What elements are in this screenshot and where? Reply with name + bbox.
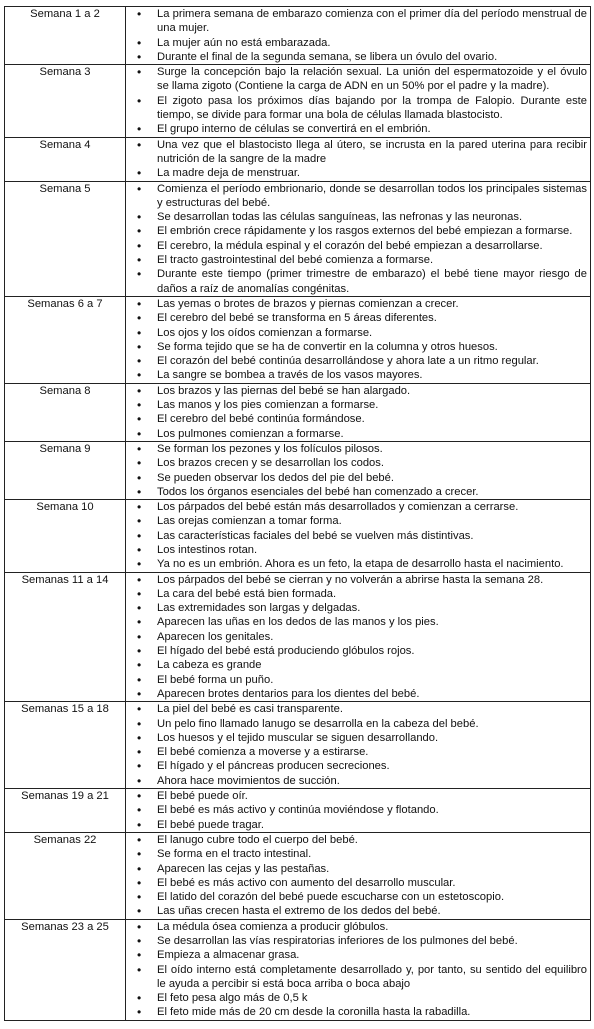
list-item: • Las extremidades son largas y delgadas. [129,601,587,615]
week-items-cell [126,65,591,137]
list-item: • Los intestinos rotan. [129,543,587,557]
list-item: • Durante este tiempo (primer trimestre de embarazo) el bebé tiene mayor riesgo de daños a raíz de anomalías congénitas. [129,267,587,296]
list-item: • Todos los órganos esenciales del bebé han comenzado a crecer. [129,485,587,499]
list-item: • Se pueden observar los dedos del pie del bebé. [129,471,587,485]
week-label: Semanas 11 a 14 [5,572,126,702]
bullet-list [129,833,587,919]
table-row [5,919,591,1020]
list-item: • El oído interno está completamente desarrollado y, por tanto, su sentido del equilibro le ayuda a percibir si está boca arriba o boca abajo [129,963,587,992]
week-items-cell [126,137,591,181]
list-item: • Empieza a almacenar grasa. [129,948,587,962]
table-row [5,181,591,296]
list-item: • El feto mide más de 20 cm desde la coronilla hasta la rabadilla. [129,1005,587,1019]
list-item: • Se forma en el tracto intestinal. [129,847,587,861]
bullet-list [129,182,587,296]
week-label: Semana 8 [5,383,126,441]
list-item: • Ya no es un embrión. Ahora es un feto, la etapa de desarrollo hasta el nacimiento. [129,557,587,571]
bullet-list [129,297,587,383]
table-row [5,572,591,702]
list-item: • El bebé puede oír. [129,789,587,803]
list-item: • Aparecen brotes dentarios para los dientes del bebé. [129,687,587,701]
table-row [5,65,591,137]
list-item: • La cara del bebé está bien formada. [129,587,587,601]
list-item: • Los ojos y los oídos comienzan a formarse. [129,326,587,340]
list-item: • El bebé comienza a moverse y a estirarse. [129,745,587,759]
bullet-list [129,7,587,64]
week-label: Semana 3 [5,65,126,137]
week-items-cell [126,572,591,702]
list-item: • La sangre se bombea a través de los vasos mayores. [129,368,587,382]
table-row [5,7,591,65]
week-items-cell [126,919,591,1020]
list-item: • El bebé puede tragar. [129,818,587,832]
week-label: Semanas 15 a 18 [5,702,126,789]
list-item: • La madre deja de menstruar. [129,166,587,180]
list-item: • Los párpados del bebé se cierran y no volverán a abrirse hasta la semana 28. [129,573,587,587]
bullet-list [129,573,587,702]
table-row [5,441,591,499]
list-item: • Los brazos y las piernas del bebé se han alargado. [129,384,587,398]
list-item: • El zigoto pasa los próximos días bajando por la trompa de Falopio. Durante este tiempo, se divide para formar una bola de células llamada blastocisto. [129,94,587,123]
list-item: • Se forman los pezones y los folículos pilosos. [129,442,587,456]
list-item: • Las manos y los pies comienzan a formarse. [129,398,587,412]
table-row [5,383,591,441]
list-item: • El tracto gastrointestinal del bebé comienza a formarse. [129,253,587,267]
list-item: • Los párpados del bebé están más desarrollados y comienzan a cerrarse. [129,500,587,514]
list-item: • Las uñas crecen hasta el extremo de los dedos del bebé. [129,904,587,918]
week-items-cell [126,296,591,383]
list-item: • Los brazos crecen y se desarrollan los codos. [129,456,587,470]
week-items-cell [126,7,591,65]
list-item: • Los pulmones comienzan a formarse. [129,427,587,441]
list-item: • La piel del bebé es casi transparente. [129,702,587,716]
week-items-cell [126,441,591,499]
table-row [5,789,591,833]
list-item: • El lanugo cubre todo el cuerpo del bebé. [129,833,587,847]
table-row [5,296,591,383]
week-label: Semanas 23 a 25 [5,919,126,1020]
pregnancy-weeks-table [4,6,591,1021]
table-body [5,7,591,1021]
bullet-list [129,702,587,788]
list-item: • Durante el final de la segunda semana, se libera un óvulo del ovario. [129,50,587,64]
list-item: • Aparecen las uñas en los dedos de las manos y los pies. [129,615,587,629]
list-item: • Comienza el período embrionario, donde se desarrollan todos los principales sistemas y estructuras del bebé. [129,182,587,211]
list-item: • La mujer aún no está embarazada. [129,36,587,50]
week-items-cell [126,181,591,296]
list-item: • El latido del corazón del bebé puede escucharse con un estetoscopio. [129,890,587,904]
bullet-list [129,65,587,136]
list-item: • El bebé es más activo con aumento del desarrollo muscular. [129,876,587,890]
week-label: Semanas 22 [5,832,126,919]
document-page [4,6,591,1021]
week-items-cell [126,832,591,919]
list-item: • El hígado y el páncreas producen secreciones. [129,759,587,773]
list-item: • Un pelo fino llamado lanugo se desarrolla en la cabeza del bebé. [129,717,587,731]
list-item: • Las características faciales del bebé se vuelven más distintivas. [129,529,587,543]
list-item: • La cabeza es grande [129,658,587,672]
bullet-list [129,789,587,832]
list-item: • El bebé forma un puño. [129,673,587,687]
list-item: • Las orejas comienzan a tomar forma. [129,514,587,528]
list-item: • Las yemas o brotes de brazos y piernas comienzan a crecer. [129,297,587,311]
week-items-cell [126,500,591,572]
list-item: • Se desarrollan las vías respiratorias inferiores de los pulmones del bebé. [129,934,587,948]
list-item: • El cerebro del bebé se transforma en 5 áreas diferentes. [129,311,587,325]
list-item: • El corazón del bebé continúa desarrollándose y ahora late a un ritmo regular. [129,354,587,368]
list-item: • Se forma tejido que se ha de convertir en la columna y otros huesos. [129,340,587,354]
list-item: • La médula ósea comienza a producir glóbulos. [129,920,587,934]
week-label: Semana 4 [5,137,126,181]
list-item: • Los huesos y el tejido muscular se siguen desarrollando. [129,731,587,745]
list-item: • Aparecen las cejas y las pestañas. [129,862,587,876]
week-label: Semanas 19 a 21 [5,789,126,833]
table-row [5,832,591,919]
bullet-list [129,384,587,441]
list-item: • La primera semana de embarazo comienza con el primer día del período menstrual de una mujer. [129,7,587,36]
week-label: Semana 10 [5,500,126,572]
table-row [5,500,591,572]
bullet-list [129,500,587,571]
list-item: • El cerebro, la médula espinal y el corazón del bebé empiezan a desarrollarse. [129,239,587,253]
week-label: Semana 5 [5,181,126,296]
list-item: • Ahora hace movimientos de succión. [129,774,587,788]
table-row [5,702,591,789]
bullet-list [129,920,587,1020]
list-item: • Surge la concepción bajo la relación sexual. La unión del espermatozoide y el óvulo se llama zigoto (Contiene la carga de ADN en un 50% por el padre y la madre). [129,65,587,94]
list-item: • El cerebro del bebé continúa formándose. [129,412,587,426]
list-item: • El grupo interno de células se convertirá en el embrión. [129,122,587,136]
week-label: Semana 9 [5,441,126,499]
week-items-cell [126,383,591,441]
bullet-list [129,138,587,181]
list-item: • Aparecen los genitales. [129,630,587,644]
week-label: Semana 1 a 2 [5,7,126,65]
week-items-cell [126,789,591,833]
bullet-list [129,442,587,499]
list-item: • Una vez que el blastocisto llega al útero, se incrusta en la pared uterina para recibir nutrición de la sangre de la madre [129,138,587,167]
table-row [5,137,591,181]
list-item: • El embrión crece rápidamente y los rasgos externos del bebé empiezan a formarse. [129,224,587,238]
week-label: Semanas 6 a 7 [5,296,126,383]
list-item: • El feto pesa algo más de 0,5 k [129,991,587,1005]
week-items-cell [126,702,591,789]
list-item: • Se desarrollan todas las células sanguíneas, las nefronas y las neuronas. [129,210,587,224]
list-item: • El bebé es más activo y continúa moviéndose y flotando. [129,803,587,817]
list-item: • El hígado del bebé está produciendo glóbulos rojos. [129,644,587,658]
